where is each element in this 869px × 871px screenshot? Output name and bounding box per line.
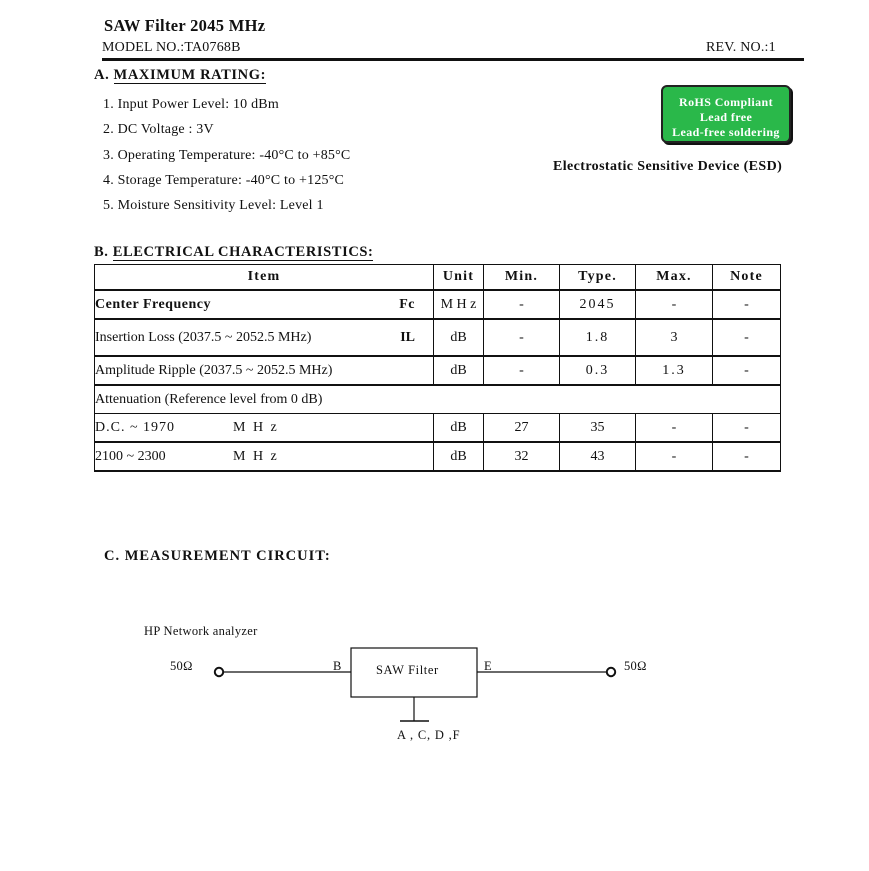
- row-max: -: [636, 290, 713, 319]
- col-header-note: Note: [713, 265, 781, 291]
- row-unit: dB: [434, 319, 484, 356]
- row-note: -: [713, 442, 781, 471]
- item-symbol: Fc: [399, 296, 415, 312]
- row-max: 3: [636, 319, 713, 356]
- row-unit: dB: [434, 414, 484, 443]
- range-label: D.C. ~ 1970: [95, 419, 176, 435]
- rohs-line-3: Lead-free soldering: [672, 125, 780, 139]
- row-min: -: [484, 356, 560, 385]
- section-a-title: MAXIMUM RATING:: [113, 67, 267, 83]
- row-unit: dB: [434, 442, 484, 471]
- row-note: -: [713, 414, 781, 443]
- row-note: -: [713, 290, 781, 319]
- item-label: Insertion Loss (2037.5 ~ 2052.5 MHz): [95, 329, 312, 345]
- row-unit: M H z: [434, 290, 484, 319]
- row-min: 32: [484, 442, 560, 471]
- row-min: -: [484, 319, 560, 356]
- section-b-prefix: B.: [94, 244, 113, 260]
- col-header-max: Max.: [636, 265, 713, 291]
- revision-number: REV. NO.:1: [706, 40, 776, 55]
- left-impedance-label: 50Ω: [170, 659, 193, 673]
- col-header-typ: Type.: [560, 265, 636, 291]
- range-unit: M H z: [233, 419, 279, 435]
- range-label: 2100 ~ 2300: [95, 448, 166, 464]
- input-terminal: [215, 668, 223, 676]
- list-item: 2. DC Voltage : 3V: [103, 122, 214, 138]
- analyzer-label: HP Network analyzer: [144, 624, 258, 638]
- row-typ: 35: [560, 414, 636, 443]
- document-title: SAW Filter 2045 MHz: [104, 16, 266, 35]
- row-note: -: [713, 319, 781, 356]
- list-item: 3. Operating Temperature: -40°C to +85°C: [103, 147, 351, 163]
- list-item: 1. Input Power Level: 10 dBm: [103, 97, 279, 112]
- model-number: MODEL NO.:TA0768B: [102, 40, 241, 55]
- rohs-line-1: RoHS Compliant: [679, 95, 773, 109]
- row-typ: 0.3: [560, 356, 636, 385]
- item-label: Center Frequency: [95, 296, 211, 312]
- output-terminal: [607, 668, 615, 676]
- rohs-line-2: Lead free: [699, 110, 753, 124]
- port-e-label: E: [484, 659, 492, 673]
- row-max: -: [636, 442, 713, 471]
- list-item: 5. Moisture Sensitivity Level: Level 1: [103, 198, 324, 214]
- row-min: 27: [484, 414, 560, 443]
- right-impedance-label: 50Ω: [624, 659, 647, 673]
- row-typ: 2045: [560, 290, 636, 319]
- ground-pins-label: A , C, D ,F: [397, 728, 461, 742]
- range-unit: M H z: [233, 448, 279, 464]
- attenuation-label: Attenuation (Reference level from 0 dB): [95, 385, 781, 414]
- esd-notice: Electrostatic Sensitive Device (ESD): [553, 159, 783, 174]
- list-item: 4. Storage Temperature: -40°C to +125°C: [103, 172, 345, 188]
- row-max: 1.3: [636, 356, 713, 385]
- section-c-heading: C. MEASUREMENT CIRCUIT:: [104, 548, 331, 564]
- port-b-label: B: [333, 659, 342, 673]
- col-header-min: Min.: [484, 265, 560, 291]
- col-header-item: Item: [95, 265, 434, 291]
- saw-filter-label: SAW Filter: [376, 663, 439, 677]
- row-unit: dB: [434, 356, 484, 385]
- section-b-title: ELECTRICAL CHARACTERISTICS:: [112, 244, 374, 260]
- row-typ: 43: [560, 442, 636, 471]
- col-header-unit: Unit: [434, 265, 484, 291]
- row-min: -: [484, 290, 560, 319]
- item-symbol: IL: [400, 329, 415, 345]
- row-note: -: [713, 356, 781, 385]
- section-a-prefix: A.: [94, 67, 114, 83]
- row-max: -: [636, 414, 713, 443]
- item-label: Amplitude Ripple (2037.5 ~ 2052.5 MHz): [95, 362, 333, 378]
- row-typ: 1.8: [560, 319, 636, 356]
